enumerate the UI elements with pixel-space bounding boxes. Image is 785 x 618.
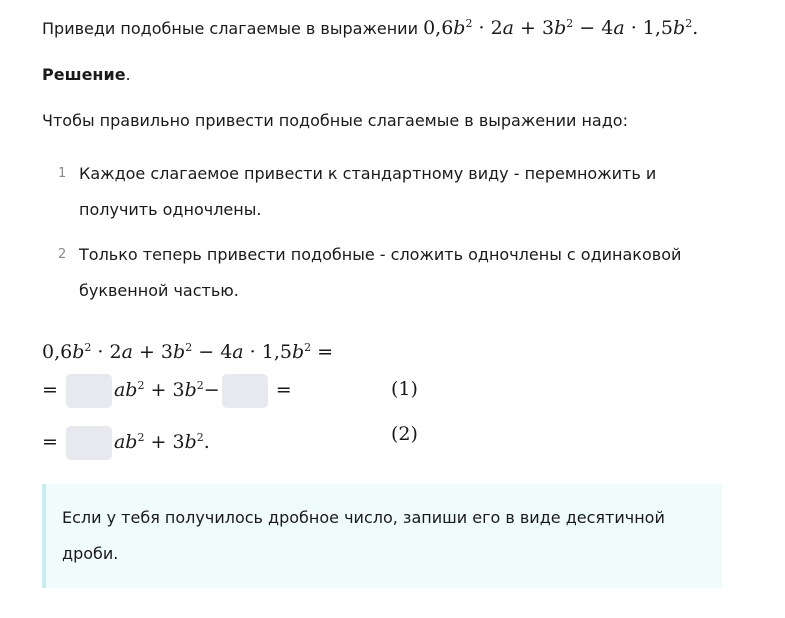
hint-text: Если у тебя получилось дробное число, запиши его в виде десятичной дроби. bbox=[62, 508, 665, 563]
task-expression: $0,6b^2 \cdot 2a + 3b^2 - 4a \cdot 1,5b^2$. bbox=[423, 17, 699, 39]
step-number: 1 bbox=[58, 166, 67, 181]
equation-tag-2: (2) bbox=[391, 423, 418, 445]
equation-tag-1: (1) bbox=[391, 378, 418, 400]
answer-input-1[interactable] bbox=[66, 374, 112, 408]
math-line-3: = $ab^2 + 3b^2$. bbox=[42, 426, 210, 460]
math-line-2: = $ab^2 + 3b^2-$ = bbox=[42, 374, 292, 408]
step-item bbox=[58, 156, 698, 228]
step-text: Только теперь привести подобные - сложить одночлены с одинаковой буквенной частью. bbox=[79, 245, 682, 300]
step-item bbox=[58, 237, 698, 309]
task-text bbox=[42, 17, 698, 39]
hint-box bbox=[42, 484, 722, 588]
solution-heading: Решение. bbox=[42, 65, 131, 84]
answer-input-3[interactable] bbox=[66, 426, 112, 460]
task-prefix: Приведи подобные слагаемые в выражении bbox=[42, 19, 418, 38]
step-text: Каждое слагаемое привести к стандартному виду - перемножить и получить одночлены. bbox=[79, 164, 657, 219]
answer-input-2[interactable] bbox=[222, 374, 268, 408]
step-number: 2 bbox=[58, 247, 67, 262]
intro-text: Чтобы правильно привести подобные слагаемые в выражении надо: bbox=[42, 111, 628, 130]
math-line-1: $0,6b^2 \cdot 2a + 3b^2 - 4a \cdot 1,5b^2$ = bbox=[42, 341, 334, 363]
